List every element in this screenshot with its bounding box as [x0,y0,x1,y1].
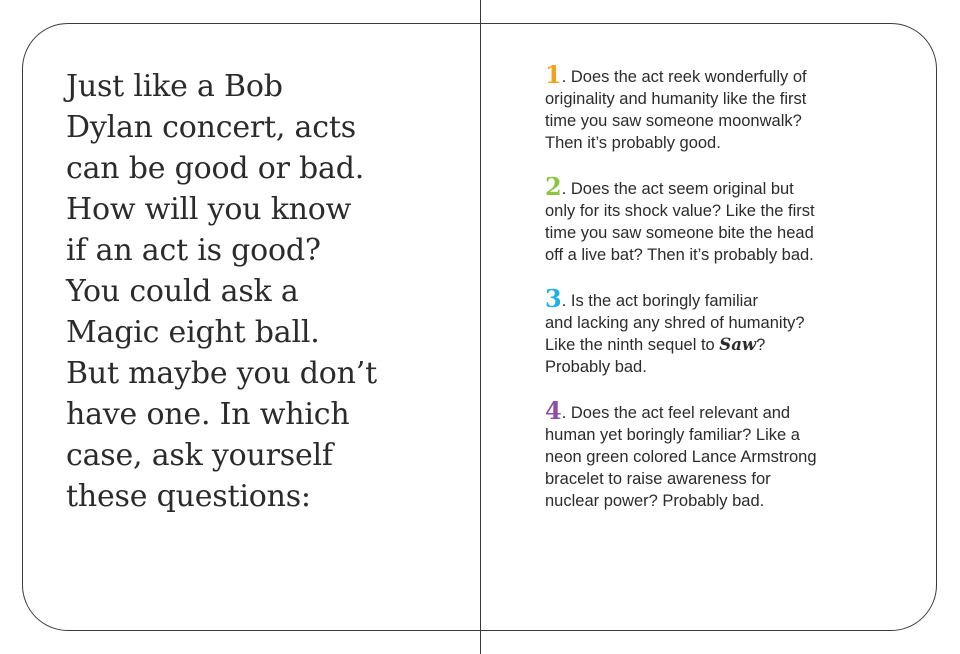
question-number-1: 1 [545,60,562,89]
question-number-2: 2 [545,172,562,201]
question-separator-2: . [561,180,567,198]
intro-paragraph: Just like a Bob Dylan concert, acts can be good or bad. How will you know if an act is good? You could ask a Magic eight ball. But maybe you don’t have one. In which case, ask yourself these questions: [66,69,377,514]
page-divider [480,0,481,654]
question-item-1 [545,60,905,154]
question-item-2 [545,172,905,266]
question-text-3b: ? Probably bad. [545,336,766,376]
question-number-4: 4 [545,396,562,425]
question-text-4: Does the act feel relevant and human yet boringly familiar? Like a neon green colored Lance Armstrong bracelet to raise awareness for nuclear power? Probably bad. [545,404,817,510]
question-item-4 [545,396,905,512]
movie-title: Saw [719,335,757,354]
question-text-1: Does the act reek wonderfully of originality and humanity like the first time you saw someone moonwalk? Then it’s probably good. [545,68,807,152]
question-number-3: 3 [545,284,562,313]
question-separator-3: . [561,292,567,310]
question-text-3a: Is the act boringly familiar and lacking any shred of humanity? Like the ninth sequel to [545,292,805,354]
question-text-2: Does the act seem original but only for its shock value? Like the first time you saw someone bite the head off a live bat? Then it’s probably bad. [545,180,815,264]
question-separator-1: . [561,68,567,86]
question-item-3 [545,284,905,378]
question-list [545,60,905,534]
question-separator-4: . [561,404,567,422]
